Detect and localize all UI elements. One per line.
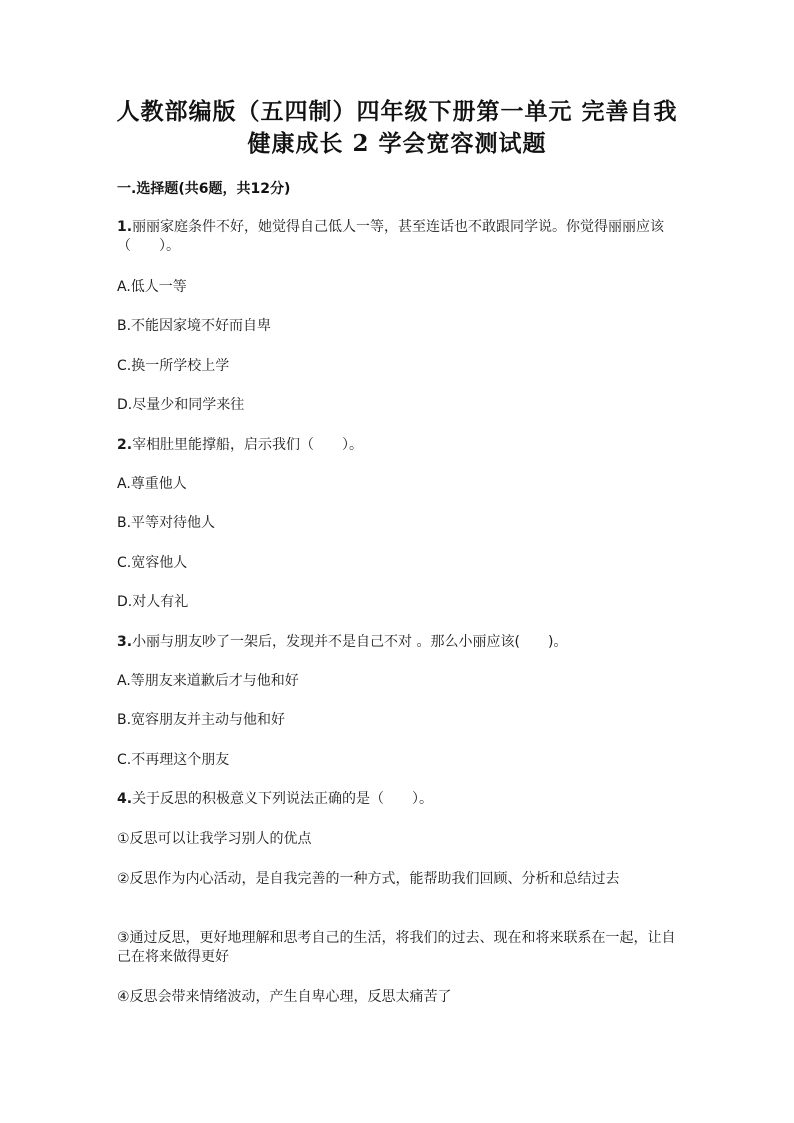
question-4-stem [117,790,677,809]
question-number: 4. [117,791,133,807]
question-4-statement-2: ②反思作为内心活动，是自我完善的一种方式，能帮助我们回顾、分析和总结过去 [117,871,620,887]
question-3-option-b: B.宽容朋友并主动与他和好 [117,712,286,728]
question-2-option-d: D.对人有礼 [117,594,189,610]
question-2-option-b: B.平等对待他人 [117,515,216,531]
question-1-option-b: B.不能因家境不好而自卑 [117,318,272,334]
question-number: 3. [117,634,133,650]
question-1-stem [117,218,677,256]
question-3-option-c: C.不再理这个朋友 [117,752,230,768]
question-number: 1. [117,219,133,235]
question-1-option-c: C.换一所学校上学 [117,358,230,374]
question-1-option-d: D.尽量少和同学来往 [117,397,245,413]
question-1-option-a: A.低人一等 [117,279,187,295]
question-2-option-c: C.宽容他人 [117,555,188,571]
question-text: 宰相肚里能撑船，启示我们（ ）。 [132,437,364,453]
document-title: 人教部编版（五四制）四年级下册第一单元 完善自我 健康成长 2 学会宽容测试题 [116,98,678,157]
question-text: 小丽与朋友吵了一架后，发现并不是自己不对 。那么小丽应该( )。 [132,634,568,650]
question-2-option-a: A.尊重他人 [117,476,187,492]
question-number: 2. [117,437,133,453]
question-4-statement-1: ①反思可以让我学习别人的优点 [117,831,312,847]
question-4-statement-4: ④反思会带来情绪波动，产生自卑心理，反思太痛苦了 [117,989,452,1005]
question-3-stem [117,633,677,652]
question-text: 丽丽家庭条件不好，她觉得自己低人一等，甚至连话也不敢跟同学说。你觉得丽丽应该（ ）。 [117,219,665,254]
section-heading: 一.选择题(共6题，共12分) [117,181,291,197]
question-3-option-a: A.等朋友来道歉后才与他和好 [117,673,299,689]
question-4-statement-3: ③通过反思，更好地理解和思考自己的生活，将我们的过去、现在和将来联系在一起，让自己在将来做得更好 [117,930,676,965]
question-text: 关于反思的积极意义下列说法正确的是（ ）。 [132,791,434,807]
question-2-stem [117,436,677,455]
